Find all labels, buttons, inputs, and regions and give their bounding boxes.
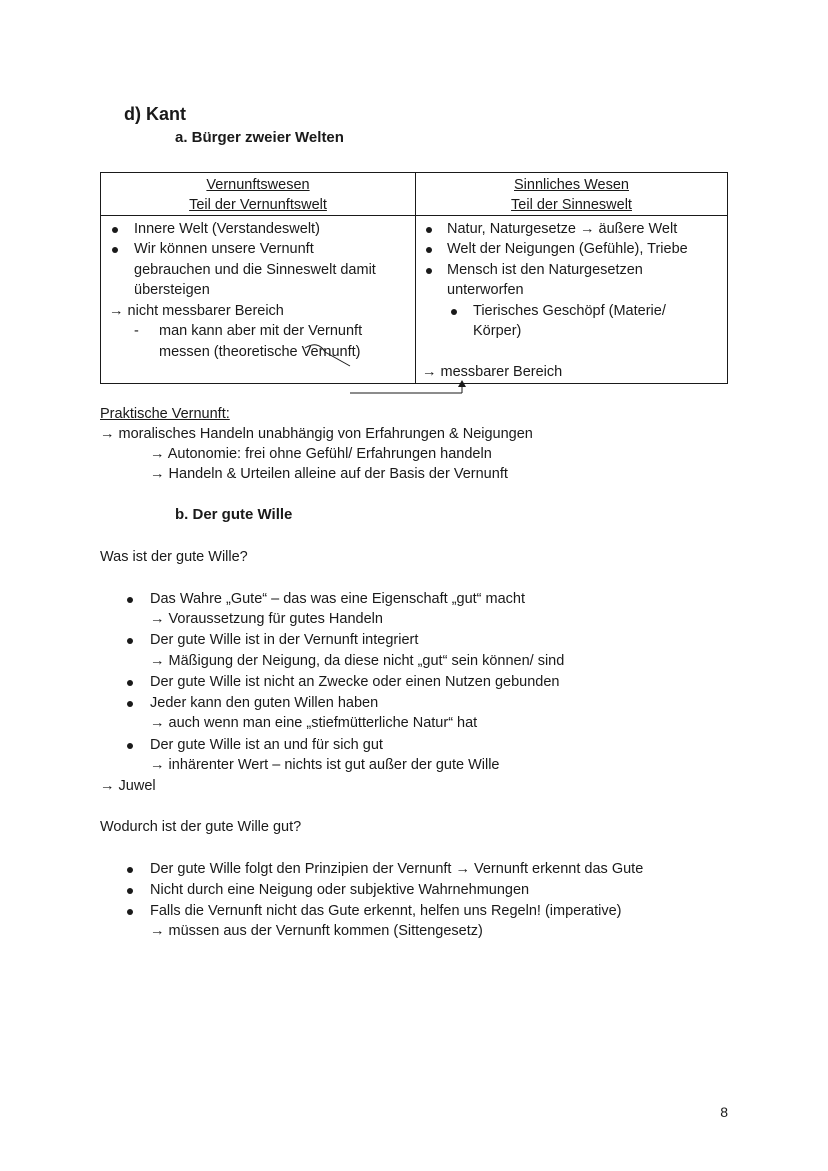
right-item-3-cont: unterworfen — [447, 282, 524, 298]
bullet-icon — [127, 867, 133, 873]
left-item-2-cont: gebrauchen und die Sinneswelt damit — [134, 262, 376, 278]
left-item-1: Innere Welt (Verstandeswelt) — [134, 221, 320, 237]
bullet-icon — [127, 597, 133, 603]
bullet-icon — [127, 701, 133, 707]
q1-item-2-sub: → Mäßigung der Neigung, da diese nicht „gut“ sein können/ sind — [150, 653, 565, 669]
left-not-measurable: → nicht messbarer Bereich — [109, 303, 284, 319]
right-sub-item: Tierisches Geschöpf (Materie/ — [473, 303, 666, 319]
q1-item-1: Das Wahre „Gute“ – das was eine Eigenschaft „gut“ macht — [150, 591, 526, 607]
right-item-1: Natur, Naturgesetze → äußere Welt — [447, 221, 678, 237]
q1-item-4: Jeder kann den guten Willen haben — [150, 695, 379, 711]
section-b-heading: b. Der gute Wille — [175, 506, 293, 523]
q1-item-1-sub: → Voraussetzung für gutes Handeln — [150, 611, 383, 627]
right-measurable: → messbarer Bereich — [422, 364, 563, 380]
main-heading: d) Kant — [124, 104, 186, 124]
dash-marker: - — [134, 323, 139, 339]
jewel-conclusion: → Juwel — [100, 778, 156, 794]
q1-item-3: Der gute Wille ist nicht an Zwecke oder einen Nutzen gebunden — [150, 674, 560, 690]
question-1: Was ist der gute Wille? — [100, 549, 248, 565]
practical-line-2: → Autonomie: frei ohne Gefühl/ Erfahrungen handeln — [150, 446, 492, 462]
bullet-icon — [127, 680, 133, 686]
practical-reason-title: Praktische Vernunft: — [100, 406, 230, 422]
q2-item-2: Nicht durch eine Neigung oder subjektive Wahrnehmungen — [150, 882, 530, 898]
q1-item-2: Der gute Wille ist in der Vernunft integriert — [150, 632, 419, 648]
right-column-subtitle: Teil der Sinneswelt — [511, 197, 632, 213]
left-sub-item: man kann aber mit der Vernunft — [159, 323, 363, 339]
right-item-2: Welt der Neigungen (Gefühle), Triebe — [447, 241, 688, 257]
q2-item-3: Falls die Vernunft nicht das Gute erkennt, helfen uns Regeln! (imperative) — [150, 903, 622, 919]
question-2: Wodurch ist der gute Wille gut? — [100, 819, 302, 835]
right-item-3: Mensch ist den Naturgesetzen — [447, 262, 643, 278]
bullet-icon — [127, 638, 133, 644]
q2-item-3-sub: → müssen aus der Vernunft kommen (Sittengesetz) — [150, 923, 483, 939]
left-column-title: Vernunftswesen — [206, 177, 310, 193]
bullet-icon — [127, 909, 133, 915]
q1-item-5-sub: → inhärenter Wert – nichts ist gut außer der gute Wille — [150, 757, 500, 773]
left-sub-item-cont: messen (theoretische Vernunft) — [159, 344, 361, 360]
q2-item-1: Der gute Wille folgt den Prinzipien der Vernunft → Vernunft erkennt das Gute — [150, 861, 644, 877]
right-column-title: Sinnliches Wesen — [514, 177, 629, 193]
practical-line-3: → Handeln & Urteilen alleine auf der Basis der Vernunft — [150, 466, 508, 482]
bullet-icon — [127, 888, 133, 894]
right-sub-item-cont: Körper) — [473, 323, 522, 339]
bullet-icon — [127, 743, 133, 749]
q1-item-4-sub: → auch wenn man eine „stiefmütterliche Natur“ hat — [150, 715, 478, 731]
q1-item-5: Der gute Wille ist an und für sich gut — [150, 737, 383, 753]
left-item-2-cont2: übersteigen — [134, 282, 210, 298]
section-a-heading: a. Bürger zweier Welten — [175, 129, 344, 146]
page-number: 8 — [720, 1104, 728, 1120]
practical-line-1: → moralisches Handeln unabhängig von Erfahrungen & Neigungen — [100, 426, 533, 442]
left-column-subtitle: Teil der Vernunftswelt — [189, 197, 327, 213]
left-item-2: Wir können unsere Vernunft — [134, 241, 314, 257]
